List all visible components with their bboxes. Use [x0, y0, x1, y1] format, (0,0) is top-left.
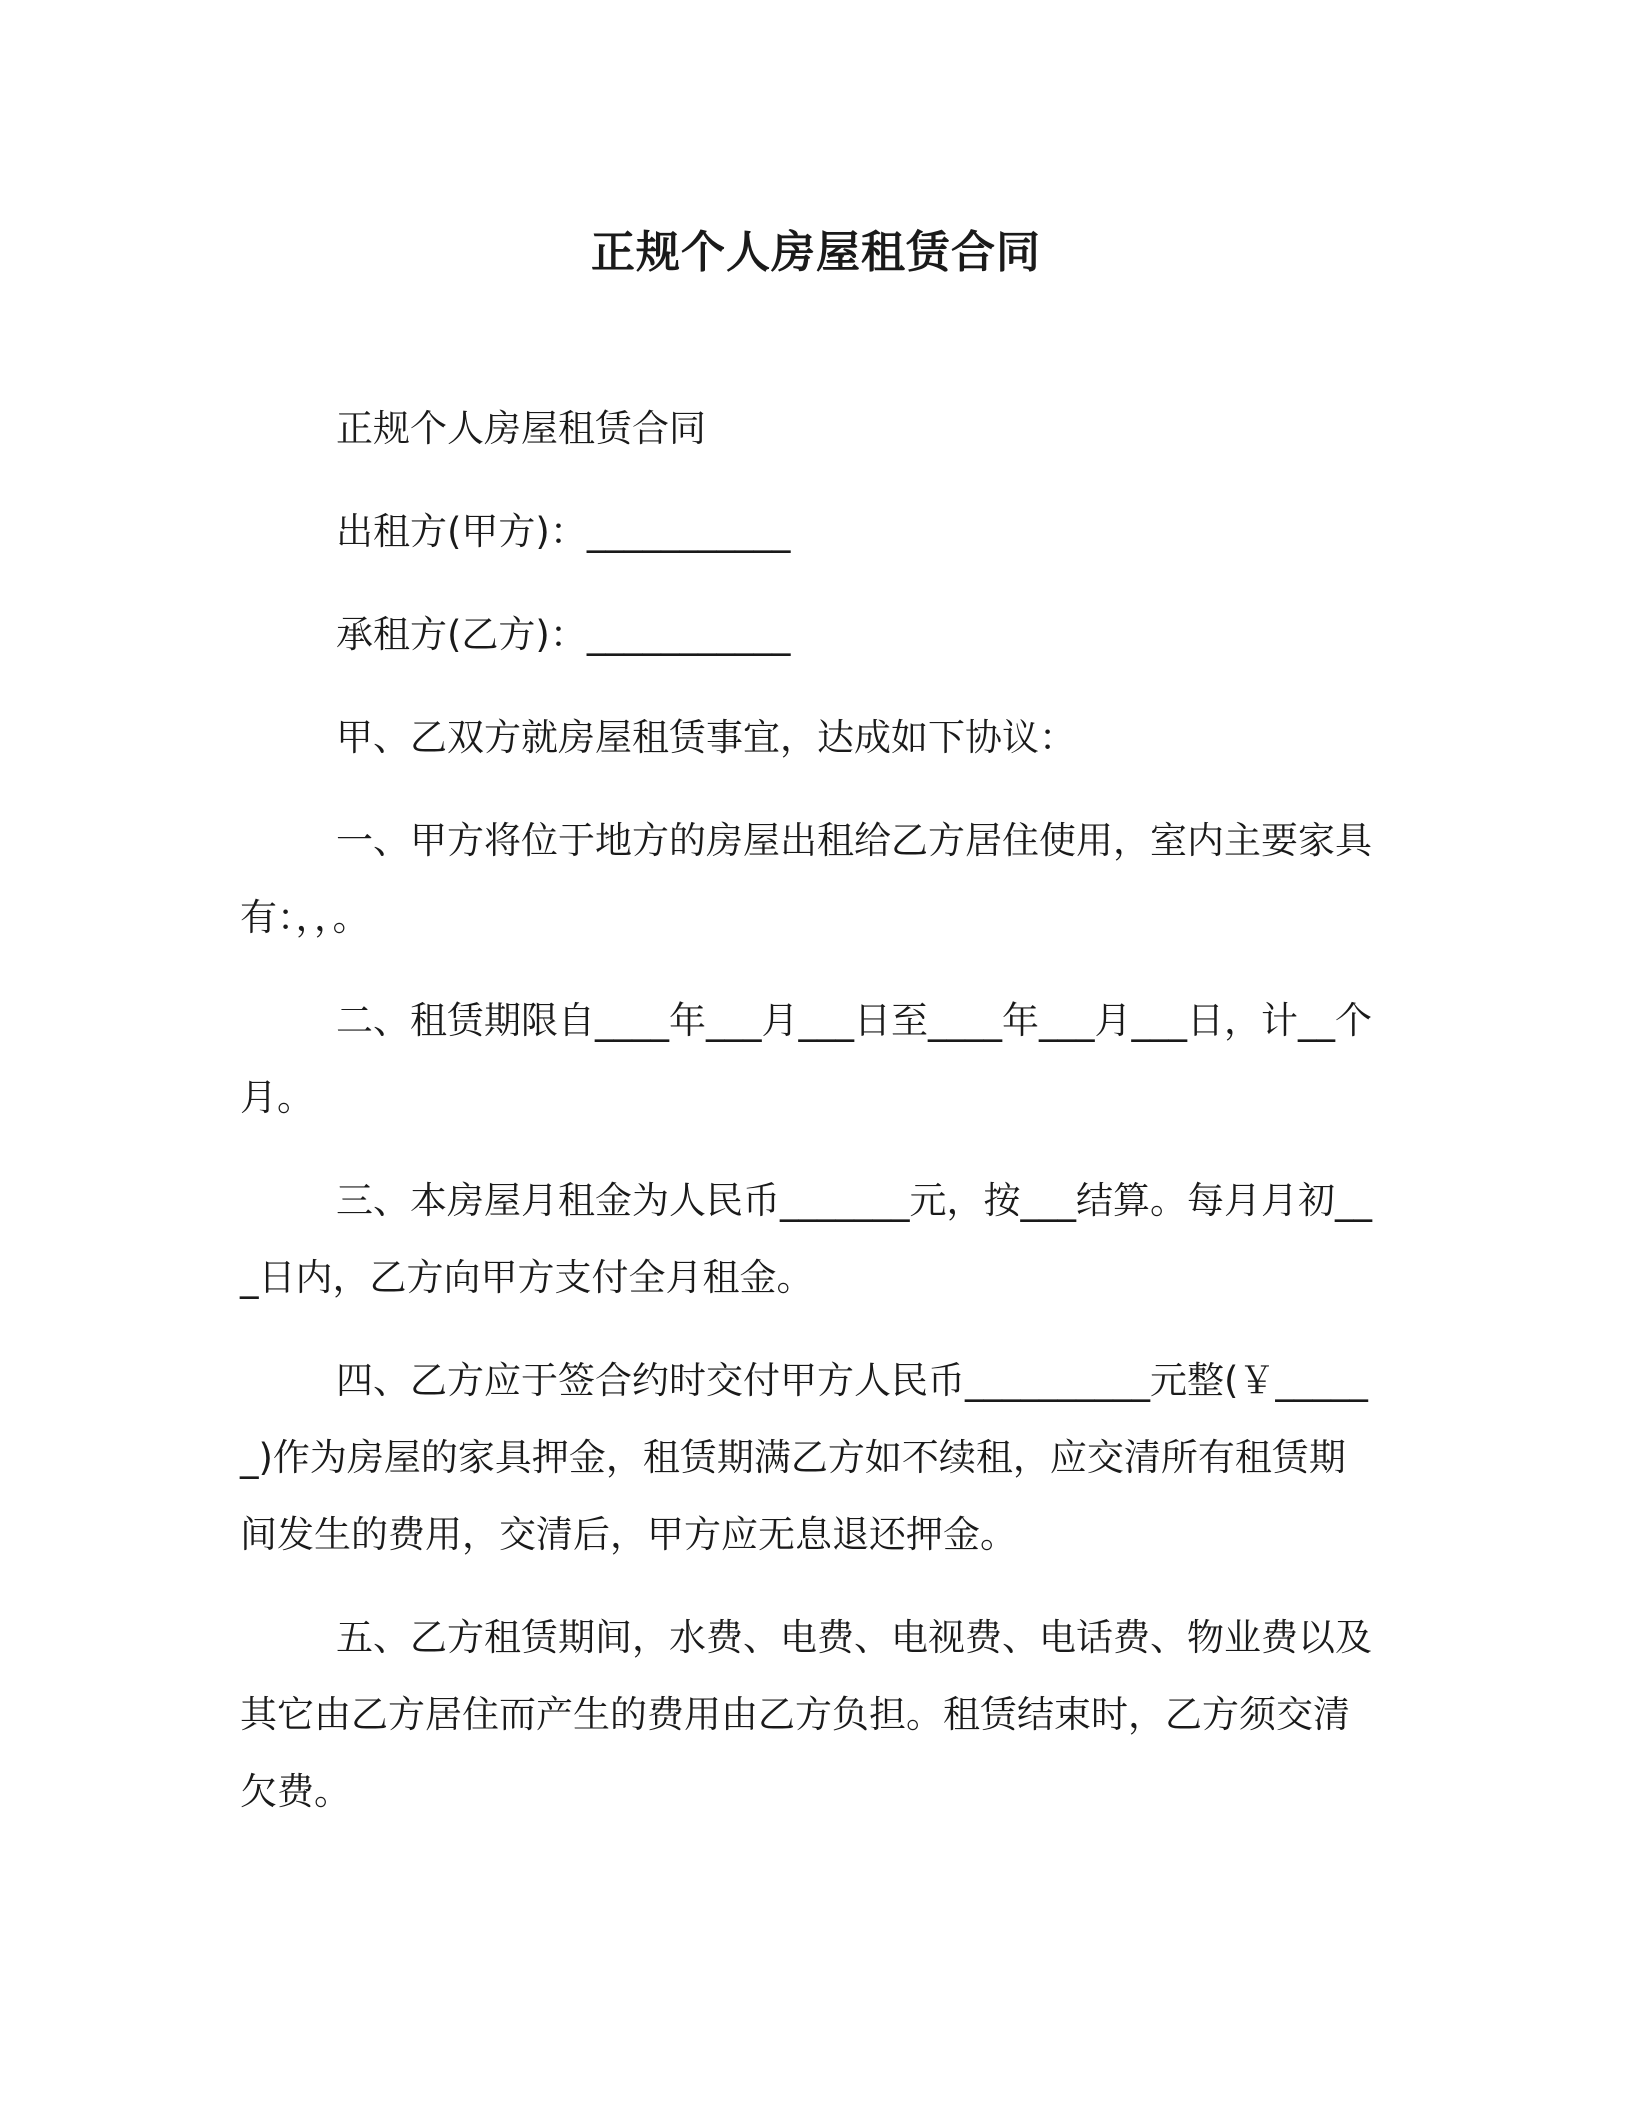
paragraph-lessee: 承租方(乙方)：___________ — [336, 613, 791, 656]
paragraph-agreement-intro: 甲、乙双方就房屋租赁事宜，达成如下协议： — [336, 716, 1076, 759]
paragraph-clause-2: 二、租赁期限自____年___月___日至____年___月___日，计__个月。 — [240, 999, 1372, 1119]
paragraph-subtitle: 正规个人房屋租赁合同 — [336, 407, 706, 450]
document-body — [240, 390, 1375, 1856]
paragraph-lessor: 出租方(甲方)：___________ — [336, 510, 791, 553]
paragraph-clause-5: 五、乙方租赁期间，水费、电费、电视费、电话费、物业费以及其它由乙方居住而产生的费用由乙方负担。租赁结束时，乙方须交清欠费。 — [240, 1616, 1372, 1813]
paragraph-clause-3: 三、本房屋月租金为人民币_______元，按___结算。每月月初___日内，乙方向甲方支付全月租金。 — [240, 1179, 1372, 1299]
paragraph-clause-1: 一、甲方将位于地方的房屋出租给乙方居住使用，室内主要家具有：，，。 — [240, 819, 1372, 939]
document-title: 正规个人房屋租赁合同 — [591, 227, 1041, 278]
paragraph-clause-4: 四、乙方应于签合约时交付甲方人民币__________元整(￥______)作为房屋的家具押金，租赁期满乙方如不续租，应交清所有租赁期间发生的费用，交清后，甲方应无息退还押金。 — [240, 1359, 1368, 1556]
